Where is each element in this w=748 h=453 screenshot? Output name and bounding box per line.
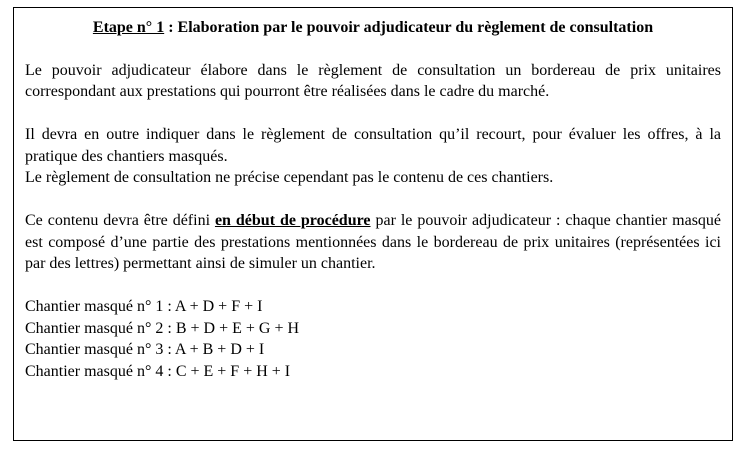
paragraph-text-before: Ce contenu devra être défini bbox=[25, 212, 215, 229]
paragraph-text-after: par le pouvoir adjudicateur : chaque chantier masqué est composé d’une partie des prestations mentionnées dans le bordereau de prix unitaires (représentées ici par des lettres) permettant ainsi de simuler un chantier. bbox=[25, 212, 722, 272]
step-number: Etape n° 1 bbox=[92, 19, 165, 36]
paragraph-line-recours: Il devra en outre indiquer dans le règlement de consultation qu’il recourt, pour évaluer les offres, à la pratique des chantiers masqués. bbox=[25, 126, 721, 165]
paragraph-definition-contenu bbox=[25, 210, 721, 275]
chantier-item-4: Chantier masqué n° 4 : C + E + F + H + I bbox=[25, 362, 291, 380]
paragraph-line-contenu: Le règlement de consultation ne précise cependant pas le contenu de ces chantiers. bbox=[25, 169, 554, 186]
document-box bbox=[13, 7, 733, 441]
step-title bbox=[25, 17, 721, 39]
chantier-item-2: Chantier masqué n° 2 : B + D + E + G + H bbox=[25, 319, 300, 337]
emphasis-debut-procedure: en début de procédure bbox=[214, 212, 371, 229]
chantier-item-3: Chantier masqué n° 3 : A + B + D + I bbox=[25, 341, 265, 358]
chantier-item-1: Chantier masqué n° 1 : A + D + F + I bbox=[25, 298, 263, 315]
paragraph-chantiers-masques bbox=[25, 124, 721, 189]
step-title-text: : Elaboration par le pouvoir adjudicateur du règlement de consultation bbox=[164, 19, 654, 36]
chantiers-list bbox=[25, 296, 721, 382]
paragraph-bordereau: Le pouvoir adjudicateur élabore dans le règlement de consultation un bordereau de prix unitaires correspondant aux prestations qui pourront être réalisées dans le cadre du marché. bbox=[25, 61, 721, 100]
